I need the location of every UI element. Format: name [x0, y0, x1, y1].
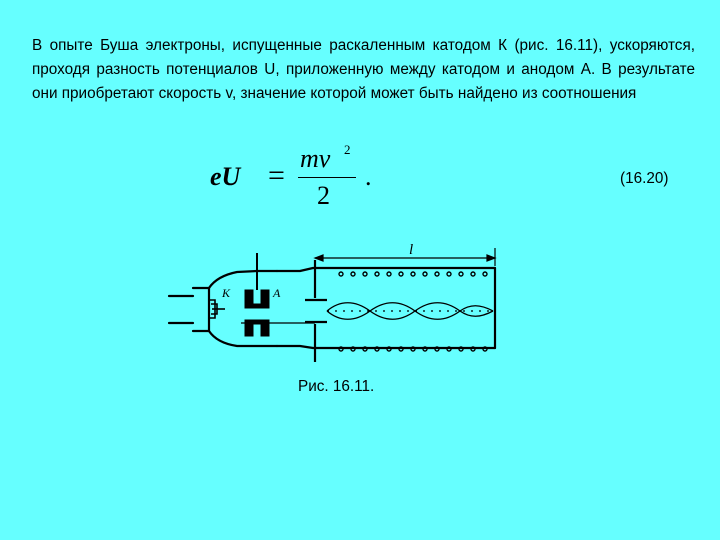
coil-dots-top — [339, 272, 487, 276]
formula-numerator: mv — [300, 144, 331, 173]
formula — [200, 140, 400, 220]
formula-lhs: eU — [210, 162, 241, 191]
body-paragraph: В опыте Буша электроны, испущенные раскаленным катодом К (рис. 16.11), ускоряются, проходя разность потенциалов U, приложенную между катодом и анодом А. В результате они приобретают скорость v, значение которой может быть найдено из соотношения — [32, 37, 695, 102]
fraction-bar — [298, 177, 356, 178]
formula-period: . — [365, 162, 372, 191]
formula-equals: = — [268, 159, 285, 192]
busch-tube-diagram — [165, 238, 510, 366]
formula-exponent: 2 — [344, 142, 351, 157]
equation-number: (16.20) — [620, 170, 669, 187]
cathode-label: К — [222, 286, 230, 300]
length-label: l — [409, 242, 414, 258]
anode-label: А — [273, 286, 281, 300]
formula-denominator: 2 — [317, 181, 330, 210]
length-arrow — [315, 248, 495, 266]
figure-caption: Рис. 16.11. — [298, 378, 375, 395]
cathode-filament — [209, 300, 225, 318]
electron-beam — [327, 303, 493, 320]
